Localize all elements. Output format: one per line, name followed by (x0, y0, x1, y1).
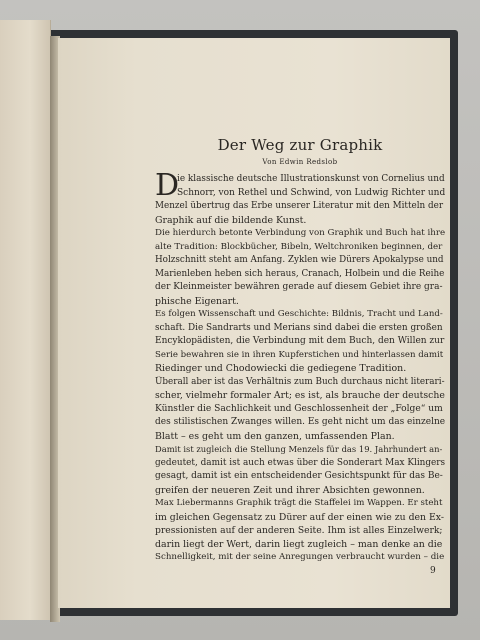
text-line: Encyklopädisten, die Verbindung mit dem Buch, den Willen zur (155, 336, 445, 346)
article-title: Der Weg zur Graphik (217, 136, 383, 154)
text-line: Riedinger und Chodowiecki die gediegene Tradition. (155, 363, 407, 374)
text-line: Künstler die Sachlichkeit und Geschlossenheit der „Folge“ um (155, 403, 443, 414)
text-line: Überall aber ist das Verhältnis zum Buch durchaus nicht literari- (155, 376, 445, 387)
text-line: Damit ist zugleich die Stellung Menzels für das 19. Jahrhundert an- (155, 444, 443, 454)
text-line: des stilistischen Zwanges willen. Es geht nicht um das einzelne (155, 417, 445, 427)
text-line: gedeutet, damit ist auch etwas über die Sonderart Max Klingers (155, 457, 445, 468)
article-author: Von Edwin Redslob (262, 158, 338, 166)
text-line: Max Liebermanns Graphik trägt die Staffelei im Wappen. Er steht (155, 498, 443, 508)
text-line: Graphik auf die bildende Kunst. (155, 214, 307, 226)
text-line: pressionisten auf der anderen Seite. Ihm ist alles Einzelwerk; (155, 525, 443, 536)
text-line: Holzschnitt steht am Anfang. Zyklen wie Dürers Apokalypse und (155, 255, 444, 265)
text-line: alte Tradition: Blockbücher, Bibeln, Weltchroniken beginnen, der (155, 241, 443, 252)
text-line: schaft. Die Sandrarts und Merians sind dabei die ersten großen (155, 322, 443, 333)
left-page-edge (0, 20, 51, 620)
book-page (58, 38, 450, 608)
text-line: Schnelligkeit, mit der seine Anregungen verbraucht wurden – die (155, 552, 445, 562)
text-line: im gleichen Gegensatz zu Dürer auf der einen wie zu den Ex- (155, 511, 445, 523)
text-line: gesagt, damit ist ein entscheidender Gesichtspunkt für das Be- (155, 471, 443, 481)
drop-cap: D (155, 168, 180, 203)
article-body (155, 168, 445, 565)
text-line: der Kleinmeister bewähren gerade auf diesem Gebiet ihre gra- (155, 282, 443, 292)
text-line: Blatt – es geht um den ganzen, umfassenden Plan. (155, 430, 395, 442)
text-line: ie klassische deutsche Illustrationskunst von Cornelius und (177, 174, 445, 184)
text-line: scher, vielmehr formaler Art; es ist, als brauche der deutsche (155, 390, 445, 401)
text-line: phische Eigenart. (155, 295, 239, 307)
text-line: Es folgen Wissenschaft und Geschichte: Bildnis, Tracht und Land- (155, 309, 443, 319)
text-line: greifen der neueren Zeit und ihrer Absichten gewonnen. (155, 484, 425, 496)
text-line: Marienleben heben sich heraus, Cranach, Holbein und die Reihe (155, 268, 445, 279)
text-line: Menzel übertrug das Erbe unserer Literatur mit den Mitteln der (155, 201, 444, 211)
text-line: Serie bewahren sie in ihren Kupferstichen und hinterlassen damit (155, 349, 444, 360)
text-line: Die hierdurch betonte Verbindung von Graphik und Buch hat ihre (155, 228, 445, 238)
text-line: darin liegt der Wert, darin liegt zugleich – man denke an die (155, 538, 443, 550)
text-line: Schnorr, von Rethel und Schwind, von Ludwig Richter und (177, 187, 445, 198)
page-number: 9 (430, 566, 436, 576)
